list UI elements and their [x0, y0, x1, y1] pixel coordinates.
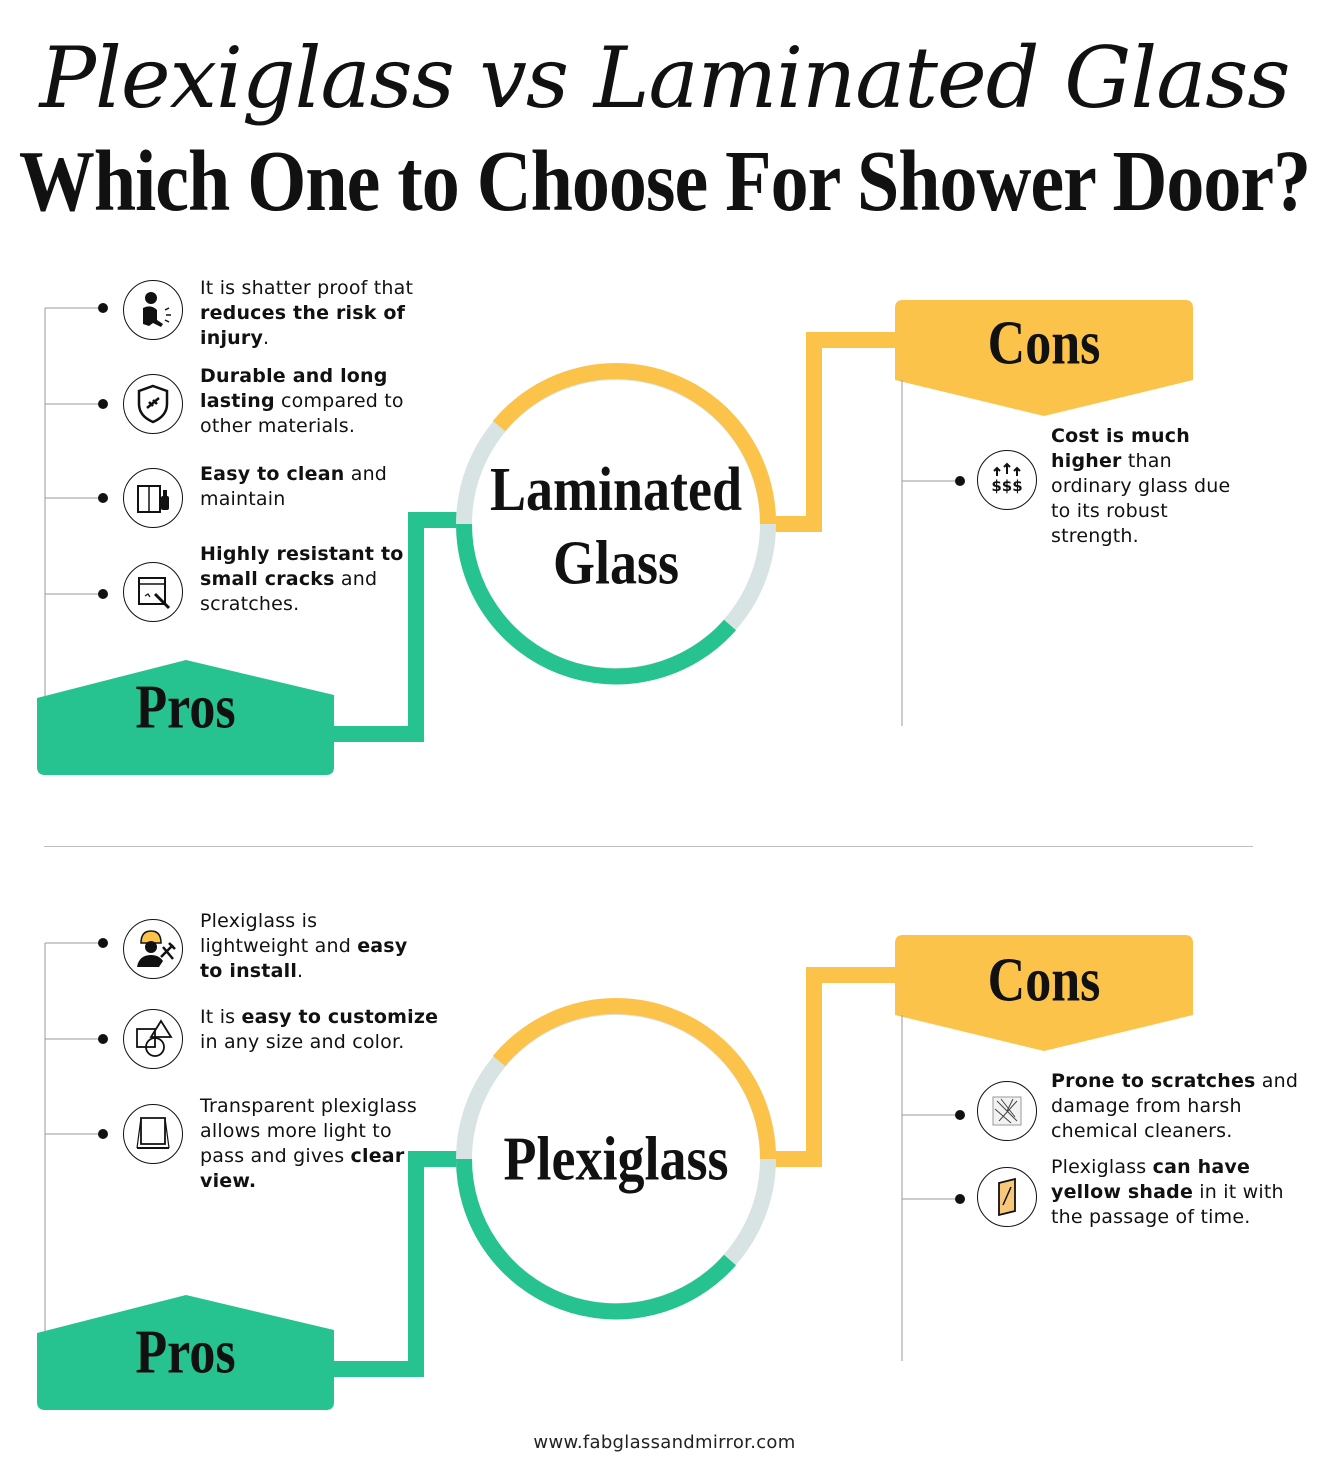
body-text: Transparent plexiglass allows more light to pass and gives: [200, 1095, 417, 1167]
footer-url: www.fabglassandmirror.com: [533, 1432, 796, 1453]
title-main: Plexiglass vs Laminated Glass: [39, 29, 1290, 127]
body-text: It is shatter proof that: [200, 277, 414, 299]
laminated-section: [0, 270, 1329, 790]
pro-text: [200, 364, 440, 439]
pro-text: [200, 462, 440, 512]
emphasis-text: Easy to clean: [200, 463, 345, 485]
shapes-icon: [123, 1009, 183, 1069]
emphasis-text: clear view.: [200, 1145, 405, 1192]
body-text: and maintain: [200, 463, 388, 510]
title-question: Which One to Choose For Shower Door?: [18, 132, 1311, 230]
worker-tools-icon: [123, 919, 183, 979]
pro-text: [200, 1094, 440, 1194]
body-text: Plexiglass: [1051, 1156, 1153, 1178]
body-text: and scratches.: [200, 568, 378, 615]
circle-title: [466, 452, 766, 599]
circle-title: Plexiglass: [503, 1124, 729, 1194]
body-text: Plexiglass is lightweight and: [200, 910, 358, 957]
cons-label: Cons: [987, 946, 1101, 1015]
circle-title-line: Laminated: [489, 454, 743, 524]
plexiglass-section: [0, 905, 1329, 1425]
emphasis-text: easy to install: [200, 935, 408, 982]
glass-cutter-icon: [123, 562, 183, 622]
body-text: and damage from harsh chemical cleaners.: [1051, 1070, 1299, 1142]
body-text: in it with the passage of time.: [1051, 1181, 1284, 1228]
glass-panel-icon: [123, 1104, 183, 1164]
emphasis-text: easy to customize: [241, 1006, 439, 1028]
circle-title-line: Glass: [552, 528, 680, 598]
body-text: in any size and color.: [200, 1031, 405, 1053]
con-text: [1051, 424, 1251, 549]
shield-icon: [123, 374, 183, 434]
emphasis-text: Durable and long lasting: [200, 365, 388, 412]
pro-text: [200, 909, 420, 984]
pro-text: [200, 1005, 440, 1055]
body-text: than ordinary glass due to its robust strength.: [1051, 450, 1231, 547]
rising-cost-icon: [977, 450, 1037, 510]
emphasis-text: Prone to scratches: [1051, 1070, 1256, 1092]
injured-person-icon: [123, 280, 183, 340]
svg-text:$$$: $$$: [990, 476, 1023, 495]
cons-label: Cons: [987, 309, 1101, 378]
pros-label: Pros: [135, 1318, 236, 1387]
pros-label: Pros: [135, 673, 236, 742]
body-text: .: [297, 960, 304, 982]
emphasis-text: Cost is much higher: [1051, 425, 1190, 472]
emphasis-text: reduces the risk of injury: [200, 302, 406, 349]
pro-text: [200, 542, 440, 617]
section-divider: [44, 846, 1253, 847]
body-text: .: [263, 327, 270, 349]
con-text: [1051, 1069, 1321, 1144]
body-text: compared to other materials.: [200, 390, 404, 437]
con-text: [1051, 1155, 1321, 1230]
emphasis-text: can have yellow shade: [1051, 1156, 1251, 1203]
scratched-glass-icon: [977, 1081, 1037, 1141]
body-text: It is: [200, 1006, 242, 1028]
pro-text: [200, 276, 440, 351]
cleaning-window-icon: [123, 468, 183, 528]
emphasis-text: Highly resistant to small cracks: [200, 543, 404, 590]
yellowed-pane-icon: [977, 1167, 1037, 1227]
